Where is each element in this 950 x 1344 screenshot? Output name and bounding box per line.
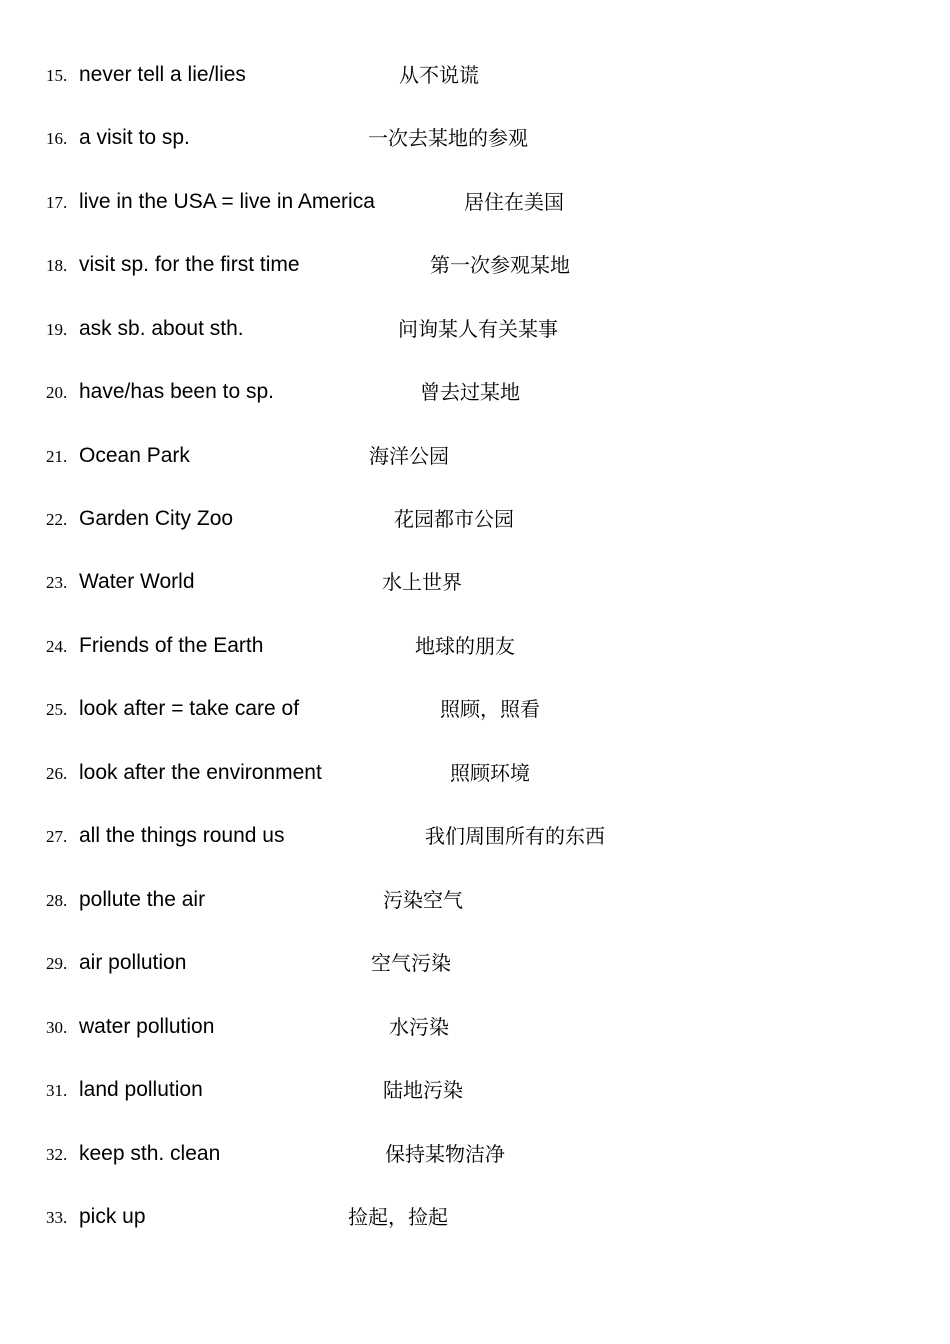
item-number: 18. — [46, 256, 68, 275]
chinese-translation: 照顾，照看 — [440, 697, 540, 721]
phrase-entry — [0, 822, 950, 852]
english-phrase: never tell a lie/lies — [79, 63, 246, 86]
english-phrase: Water World — [79, 570, 195, 593]
phrase-entry — [0, 695, 950, 725]
phrase-entry — [0, 568, 950, 598]
english-phrase: pick up — [79, 1205, 146, 1228]
english-phrase: Friends of the Earth — [79, 634, 264, 657]
english-phrase: look after = take care of — [79, 697, 300, 720]
item-number: 19. — [46, 320, 68, 339]
item-number: 33. — [46, 1208, 68, 1227]
chinese-translation: 陆地污染 — [383, 1078, 463, 1102]
phrase-entry — [0, 378, 950, 408]
phrase-entry — [0, 759, 950, 789]
item-number: 25. — [46, 700, 68, 719]
item-number: 22. — [46, 510, 68, 529]
item-number: 15. — [46, 66, 68, 85]
phrase-entry — [0, 505, 950, 535]
phrase-entry — [0, 1013, 950, 1043]
chinese-translation: 我们周围所有的东西 — [425, 824, 605, 848]
chinese-translation: 海洋公园 — [369, 444, 449, 468]
chinese-translation: 污染空气 — [383, 888, 463, 912]
phrase-entry — [0, 251, 950, 281]
english-phrase: Ocean Park — [79, 444, 190, 467]
chinese-translation: 第一次参观某地 — [430, 253, 570, 277]
english-phrase: look after the environment — [79, 761, 322, 784]
phrase-entry — [0, 1076, 950, 1106]
english-phrase: land pollution — [79, 1078, 203, 1101]
chinese-translation: 地球的朋友 — [415, 634, 515, 658]
chinese-translation: 花园都市公园 — [394, 507, 514, 531]
item-number: 29. — [46, 954, 68, 973]
english-phrase: all the things round us — [79, 824, 285, 847]
chinese-translation: 保持某物洁净 — [385, 1142, 505, 1166]
english-phrase: a visit to sp. — [79, 126, 190, 149]
english-phrase: have/has been to sp. — [79, 380, 274, 403]
chinese-translation: 空气污染 — [371, 951, 451, 975]
item-number: 30. — [46, 1018, 68, 1037]
chinese-translation: 问询某人有关某事 — [398, 317, 558, 341]
english-phrase: ask sb. about sth. — [79, 317, 244, 340]
chinese-translation: 居住在美国 — [464, 190, 564, 214]
item-number: 20. — [46, 383, 68, 402]
phrase-entry — [0, 1203, 950, 1233]
chinese-translation: 捡起，捡起 — [348, 1205, 448, 1229]
chinese-translation: 一次去某地的参观 — [368, 126, 528, 150]
phrase-entry — [0, 61, 950, 91]
english-phrase: water pollution — [79, 1015, 215, 1038]
item-number: 26. — [46, 764, 68, 783]
phrase-entry — [0, 442, 950, 472]
english-phrase: air pollution — [79, 951, 187, 974]
english-phrase: Garden City Zoo — [79, 507, 234, 530]
chinese-translation: 照顾环境 — [450, 761, 530, 785]
phrase-entry — [0, 632, 950, 662]
phrase-entry — [0, 1140, 950, 1170]
item-number: 28. — [46, 891, 68, 910]
item-number: 17. — [46, 193, 68, 212]
phrase-entry — [0, 188, 950, 218]
item-number: 27. — [46, 827, 68, 846]
phrase-entry — [0, 886, 950, 916]
chinese-translation: 曾去过某地 — [420, 380, 520, 404]
item-number: 16. — [46, 129, 68, 148]
item-number: 31. — [46, 1081, 68, 1100]
item-number: 24. — [46, 637, 68, 656]
chinese-translation: 水污染 — [389, 1015, 449, 1039]
item-number: 23. — [46, 573, 68, 592]
chinese-translation: 从不说谎 — [399, 63, 479, 87]
item-number: 21. — [46, 447, 68, 466]
english-phrase: visit sp. for the first time — [79, 253, 300, 276]
phrase-entry — [0, 315, 950, 345]
english-phrase: pollute the air — [79, 888, 206, 911]
item-number: 32. — [46, 1145, 68, 1164]
phrase-entry — [0, 949, 950, 979]
english-phrase: keep sth. clean — [79, 1142, 221, 1165]
english-phrase: live in the USA = live in America — [79, 190, 375, 213]
phrase-entry — [0, 124, 950, 154]
chinese-translation: 水上世界 — [382, 570, 462, 594]
